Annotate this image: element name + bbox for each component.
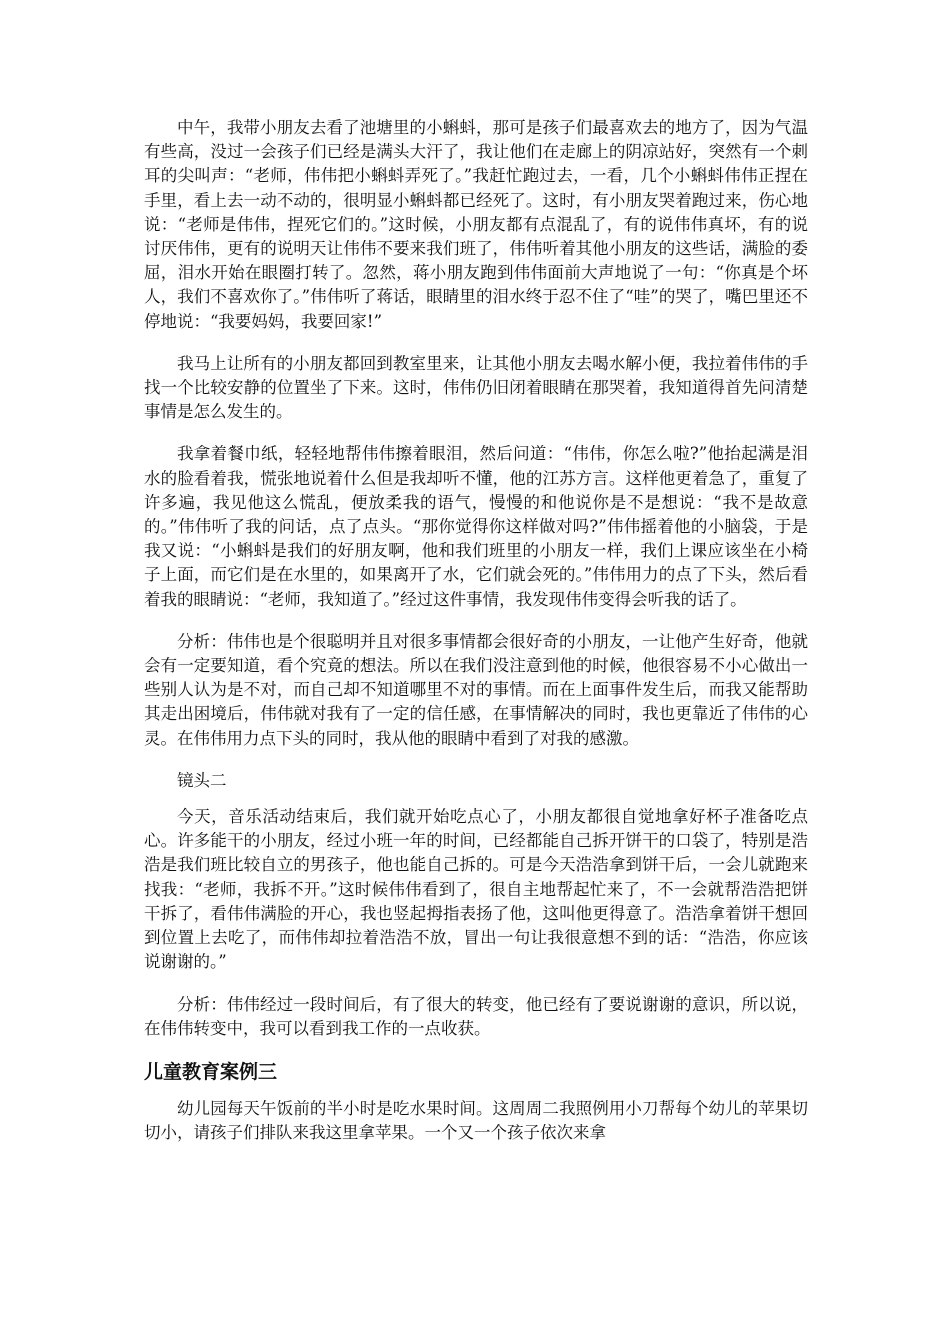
paragraph-classroom: 我马上让所有的小朋友都回到教室里来，让其他小朋友去喝水解小便，我拉着伟伟的手找一个比较安静的位置坐了下来。这时，伟伟仍旧闭着眼睛在那哭着，我知道得首先问清楚事情是怎么发生的。 bbox=[144, 353, 808, 422]
scene-two-label: 镜头二 bbox=[177, 770, 227, 790]
paragraph-pond-incident: 中午，我带小朋友去看了池塘里的小蝌蚪，那可是孩子们最喜欢去的地方了，因为气温有些高，没过一会孩子们已经是满头大汗了，我让他们在走廊上的阴凉站好，突然有一个刺耳的尖叫声：“老师，伟伟把小蝌蚪弄死了。”我赶忙跑过去，一看，几个小蝌蚪伟伟正捏在手里，看上去一动不动的，很明显小蝌蚪都已经死了。这时，有小朋友哭着跑过来，伤心地说：“老师是伟伟，捏死它们的。”这时候，小朋友都有点混乱了，有的说伟伟真坏，有的说讨厌伟伟，更有的说明天让伟伟不要来我们班了，伟伟听着其他小朋友的这些话，满脸的委屈，泪水开始在眼圈打转了。忽然，蒋小朋友跑到伟伟面前大声地说了一句：“你真是个坏人，我们不喜欢你了。”伟伟听了蒋话，眼睛里的泪水终于忍不住了“哇”的哭了，嘴巴里还不停地说：“我要妈妈，我要回家!” bbox=[144, 118, 808, 331]
paragraph-analysis-two: 分析：伟伟经过一段时间后，有了很大的转变，他已经有了要说谢谢的意识，所以说，在伟伟转变中，我可以看到我工作的一点收获。 bbox=[144, 994, 808, 1038]
paragraph-fruit-time: 幼儿园每天午饭前的半小时是吃水果时间。这周周二我照例用小刀帮每个幼儿的苹果切切小，请孩子们排队来我这里拿苹果。一个又一个孩子依次来拿 bbox=[144, 1098, 808, 1143]
paragraph-analysis-one: 分析：伟伟也是个很聪明并且对很多事情都会很好奇的小朋友，一让他产生好奇，他就会有一定要知道，看个究竟的想法。所以在我们没注意到他的时候，他很容易不小心做出一些别人认为是不对，而自己却不知道哪里不对的事情。而在上面事件发生后，而我又能帮助其走出困境后，伟伟就对我有了一定的信任感，在事情解决的同时，我也更靠近了伟伟的心灵。在伟伟用力点下头的同时，我从他的眼睛中看到了对我的感激。 bbox=[144, 631, 808, 748]
document-page bbox=[144, 116, 808, 1163]
section-heading: 儿童教育案例三 bbox=[144, 1060, 278, 1083]
paragraph-conversation: 我拿着餐巾纸，轻轻地帮伟伟擦着眼泪，然后问道：“伟伟，你怎么啦?”他抬起满是泪水的脸看着我，慌张地说着什么但是我却听不懂，他的江苏方言。这样他更着急了，重复了许多遍，我见他这么慌乱，便放柔我的语气，慢慢的和他说你是不是想说：“我不是故意的。”伟伟听了我的问话，点了点头。“那你觉得你这样做对吗?”伟伟摇着他的小脑袋，于是我又说：“小蝌蚪是我们的好朋友啊，他和我们班里的小朋友一样，我们上课应该坐在小椅子上面，而它们是在水里的，如果离开了水，它们就会死的。”伟伟用力的点了下头，然后看着我的眼睛说：“老师，我知道了。”经过这件事情，我发现伟伟变得会听我的话了。 bbox=[144, 444, 808, 609]
paragraph-snack-time: 今天，音乐活动结束后，我们就开始吃点心了，小朋友都很自觉地拿好杯子准备吃点心。许多能干的小朋友，经过小班一年的时间，已经都能自己拆开饼干的口袋了，特别是浩浩是我们班比较自立的男孩子，他也能自己拆的。可是今天浩浩拿到饼干后，一会儿就跑来找我：“老师，我拆不开。”这时候伟伟看到了，很自主地帮起忙来了，不一会就帮浩浩把饼干拆了，看伟伟满脸的开心，我也竖起拇指表扬了他，这叫他更得意了。浩浩拿着饼干想回到位置上去吃了，而伟伟却拉着浩浩不放，冒出一句让我很意想不到的话：“浩浩，你应该说谢谢的。” bbox=[144, 807, 808, 972]
